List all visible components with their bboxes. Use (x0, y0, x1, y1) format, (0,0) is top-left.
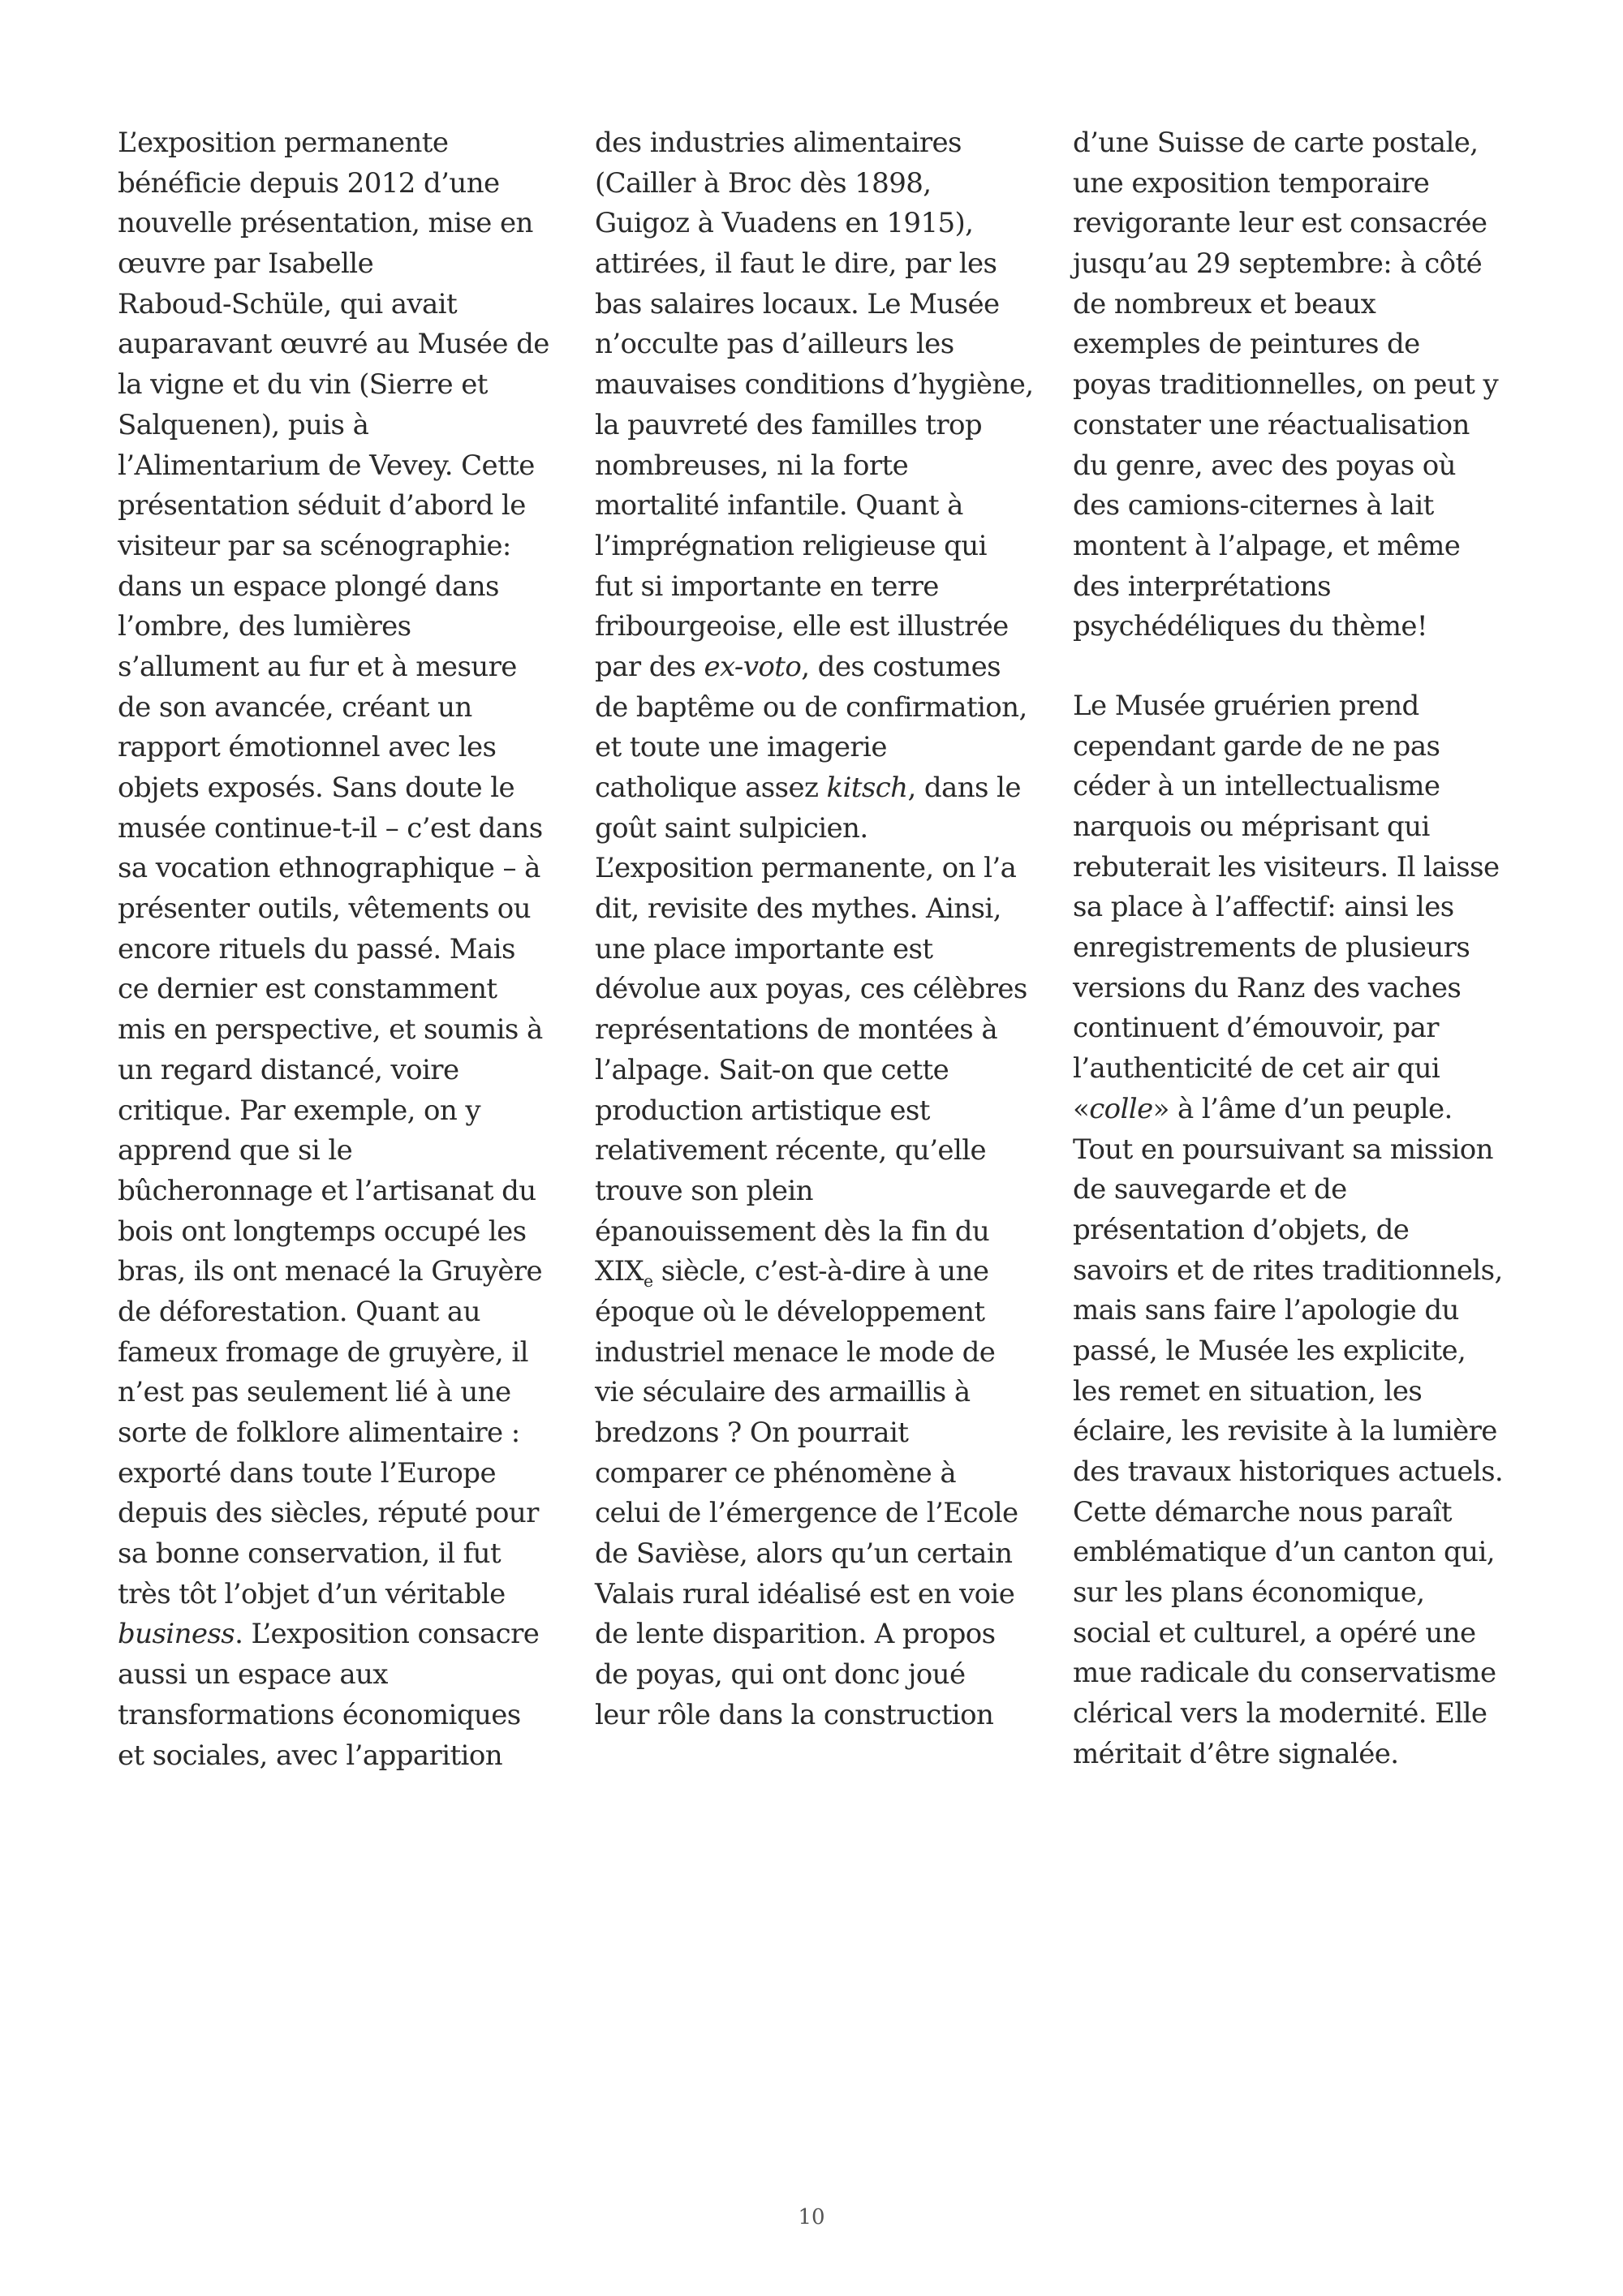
text-line: les remet en situation, les (1073, 1374, 1423, 1408)
text-line: n’est pas seulement lié à une (118, 1376, 511, 1409)
text-line: de déforestation. Quant au (118, 1295, 480, 1328)
text-line: $XIX_e$ siècle, c’est-à-dire à une (595, 1255, 989, 1292)
text-column-1 (118, 123, 572, 1776)
text-line: de sauvegarde et de (1073, 1173, 1347, 1206)
text-line: mortalité infantile. Quant à (595, 489, 963, 522)
text-line: trouve son plein (595, 1174, 813, 1207)
text-line: mauvaises conditions d’hygiène, (595, 368, 1034, 402)
text-line: par des ex-voto, des costumes (595, 650, 1001, 683)
text-line: la pauvreté des familles trop (595, 408, 983, 441)
text-line: de poyas, qui ont donc joué (595, 1658, 966, 1692)
text-line: nouvelle présentation, mise en (118, 207, 533, 240)
text-line: visiteur par sa scénographie: (118, 529, 511, 562)
text-line: du genre, avec des poyas où (1073, 449, 1456, 482)
text-column-2 (595, 123, 1049, 1736)
text-line: œuvre par Isabelle (118, 247, 374, 281)
text-line: L’exposition permanente, on l’a (595, 852, 1017, 885)
text-line: présentation séduit d’abord le (118, 489, 526, 522)
text-line: s’allument au fur et à mesure (118, 650, 517, 683)
text-line: éclaire, les revisite à la lumière (1073, 1415, 1497, 1448)
text-line: industriel menace le mode de (595, 1335, 996, 1369)
text-line: l’alpage. Sait-on que cette (595, 1053, 949, 1086)
text-line: fribourgeoise, elle est illustrée (595, 610, 1009, 643)
text-line: attirées, il faut le dire, par les (595, 247, 997, 281)
text-line: épanouissement dès la fin du (595, 1215, 990, 1248)
text-line: méritait d’être signalée. (1073, 1737, 1399, 1770)
text-line: céder à un intellectualisme (1073, 770, 1440, 803)
text-line: dans un espace plongé dans (118, 570, 499, 603)
text-line: sorte de folklore alimentaire : (118, 1417, 520, 1449)
text-line: l’imprégnation religieuse qui (595, 529, 987, 562)
text-line: exporté dans toute l’Europe (118, 1456, 496, 1490)
paragraph-gap (1073, 647, 1527, 686)
text-line: apprend que si le (118, 1134, 353, 1167)
text-line: époque où le développement (595, 1295, 985, 1328)
text-line: de baptême ou de confirmation, (595, 690, 1027, 724)
text-line: Tout en poursuivant sa mission (1073, 1133, 1493, 1166)
text-line: bois ont longtemps occupé les (118, 1215, 527, 1248)
text-line: transformations économiques (118, 1698, 521, 1731)
text-line: business. L’exposition consacre (118, 1618, 540, 1651)
text-line: poyas traditionnelles, on peut y (1073, 368, 1499, 402)
text-line: mais sans faire l’apologie du (1073, 1294, 1459, 1327)
text-line: enregistrements de plusieurs (1073, 931, 1470, 965)
text-line: psychédéliques du thème! (1073, 610, 1427, 643)
page-number: 10 (798, 2205, 825, 2229)
text-line: jusqu’au 29 septembre: à côté (1073, 247, 1483, 281)
text-line: l’ombre, des lumières (118, 610, 411, 643)
text-line: constater une réactualisation (1073, 408, 1470, 441)
text-line: rebuterait les visiteurs. Il laisse (1073, 850, 1500, 884)
paragraph-2 (1073, 686, 1527, 1775)
text-line: des interprétations (1073, 570, 1331, 603)
text-line: de lente disparition. A propos (595, 1618, 996, 1651)
text-line: l’authenticité de cet air qui (1073, 1052, 1440, 1086)
text-line: (Cailler à Broc dès 1898, (595, 166, 932, 200)
text-line: L’exposition permanente (118, 127, 449, 159)
text-line: continuent d’émouvoir, par (1073, 1012, 1439, 1045)
text-line: la vigne et du vin (Sierre et (118, 368, 488, 402)
text-line: emblématique d’un canton qui, (1073, 1536, 1495, 1569)
text-line: dévolue aux poyas, ces célèbres (595, 973, 1027, 1006)
text-line: versions du Ranz des vaches (1073, 971, 1462, 1004)
text-line: sa vocation ethnographique – à (118, 852, 540, 885)
text-line: une place importante est (595, 932, 933, 965)
text-column-3 (1073, 123, 1527, 1775)
text-line: des travaux historiques actuels. (1073, 1455, 1504, 1488)
text-line: ce dernier est constamment (118, 973, 497, 1006)
text-line: sa place à l’affectif: ainsi les (1073, 891, 1454, 924)
text-line: revigorante leur est consacrée (1073, 207, 1487, 240)
text-line: goût saint sulpicien. (595, 811, 868, 845)
text-line: «colle» à l’âme d’un peuple. (1073, 1092, 1453, 1125)
text-line: celui de l’émergence de l’Ecole (595, 1497, 1018, 1530)
text-line: nombreuses, ni la forte (595, 449, 909, 482)
paragraph-1 (1073, 123, 1527, 647)
text-line: rapport émotionnel avec les (118, 731, 497, 764)
text-line: Cette démarche nous paraît (1073, 1495, 1452, 1529)
text-line: des camions-citernes à lait (1073, 489, 1434, 522)
text-line: de nombreux et beaux (1073, 287, 1376, 320)
text-line: relativement récente, qu’elle (595, 1134, 987, 1167)
text-line: cependant garde de ne pas (1073, 729, 1440, 763)
text-line: sa bonne conservation, il fut (118, 1537, 502, 1571)
text-line: Guigoz à Vuadens en 1915), (595, 207, 974, 240)
text-line: une exposition temporaire (1073, 166, 1430, 200)
text-line: mis en perspective, et soumis à (118, 1013, 543, 1047)
text-line: dit, revisite des mythes. Ainsi, (595, 892, 1001, 926)
text-line: présentation d’objets, de (1073, 1213, 1410, 1246)
text-line: catholique assez kitsch, dans le (595, 772, 1021, 804)
text-line: de son avancée, créant un (118, 690, 472, 724)
text-line: un regard distancé, voire (118, 1053, 459, 1086)
text-line: savoirs et de rites traditionnels, (1073, 1253, 1503, 1287)
text-line: passé, le Musée les explicite, (1073, 1334, 1466, 1367)
text-line: auparavant œuvré au Musée de (118, 328, 549, 361)
text-line: n’occulte pas d’ailleurs les (595, 328, 954, 361)
text-line: très tôt l’objet d’un véritable (118, 1577, 506, 1610)
text-line: représentations de montées à (595, 1013, 998, 1047)
text-line: bredzons ? On pourrait (595, 1417, 909, 1449)
text-line: sur les plans économique, (1073, 1576, 1425, 1610)
text-line: mue radicale du conservatisme (1073, 1657, 1496, 1690)
text-line: d’une Suisse de carte postale, (1073, 127, 1479, 159)
text-line: Le Musée gruérien prend (1073, 689, 1419, 722)
text-line: présenter outils, vêtements ou (118, 892, 531, 926)
text-line: bûcheronnage et l’artisanat du (118, 1174, 536, 1207)
text-line: critique. Par exemple, on y (118, 1094, 481, 1127)
text-line: bas salaires locaux. Le Musée (595, 287, 1000, 320)
text-line: fameux fromage de gruyère, il (118, 1335, 528, 1369)
text-line: montent à l’alpage, et même (1073, 529, 1461, 562)
text-line: depuis des siècles, réputé pour (118, 1497, 539, 1530)
text-line: narquois ou méprisant qui (1073, 810, 1430, 843)
text-line: clérical vers la modernité. Elle (1073, 1697, 1487, 1731)
text-line: et sociales, avec l’apparition (118, 1739, 502, 1772)
text-line: aussi un espace aux (118, 1658, 388, 1692)
text-line: objets exposés. Sans doute le (118, 772, 515, 804)
text-line: Raboud-Schüle, qui avait (118, 287, 458, 320)
text-line: des industries alimentaires (595, 127, 962, 159)
text-line: social et culturel, a opéré une (1073, 1616, 1476, 1649)
text-line: bénéficie depuis 2012 d’une (118, 166, 500, 200)
text-line: de Savièse, alors qu’un certain (595, 1537, 1013, 1571)
text-line: bras, ils ont menacé la Gruyère (118, 1255, 543, 1288)
text-line: Salquenen), puis à (118, 408, 369, 441)
text-line: musée continue-t-il – c’est dans (118, 811, 543, 845)
text-line: production artistique est (595, 1094, 930, 1127)
text-line: Valais rural idéalisé est en voie (595, 1577, 1015, 1610)
text-line: comparer ce phénomène à (595, 1456, 957, 1490)
text-line: leur rôle dans la construction (595, 1698, 994, 1731)
text-line: fut si importante en terre (595, 570, 939, 603)
text-line: encore rituels du passé. Mais (118, 932, 515, 965)
text-line: vie séculaire des armaillis à (595, 1376, 971, 1409)
text-line: exemples de peintures de (1073, 328, 1420, 361)
text-line: l’Alimentarium de Vevey. Cette (118, 449, 535, 482)
text-line: et toute une imagerie (595, 731, 887, 764)
